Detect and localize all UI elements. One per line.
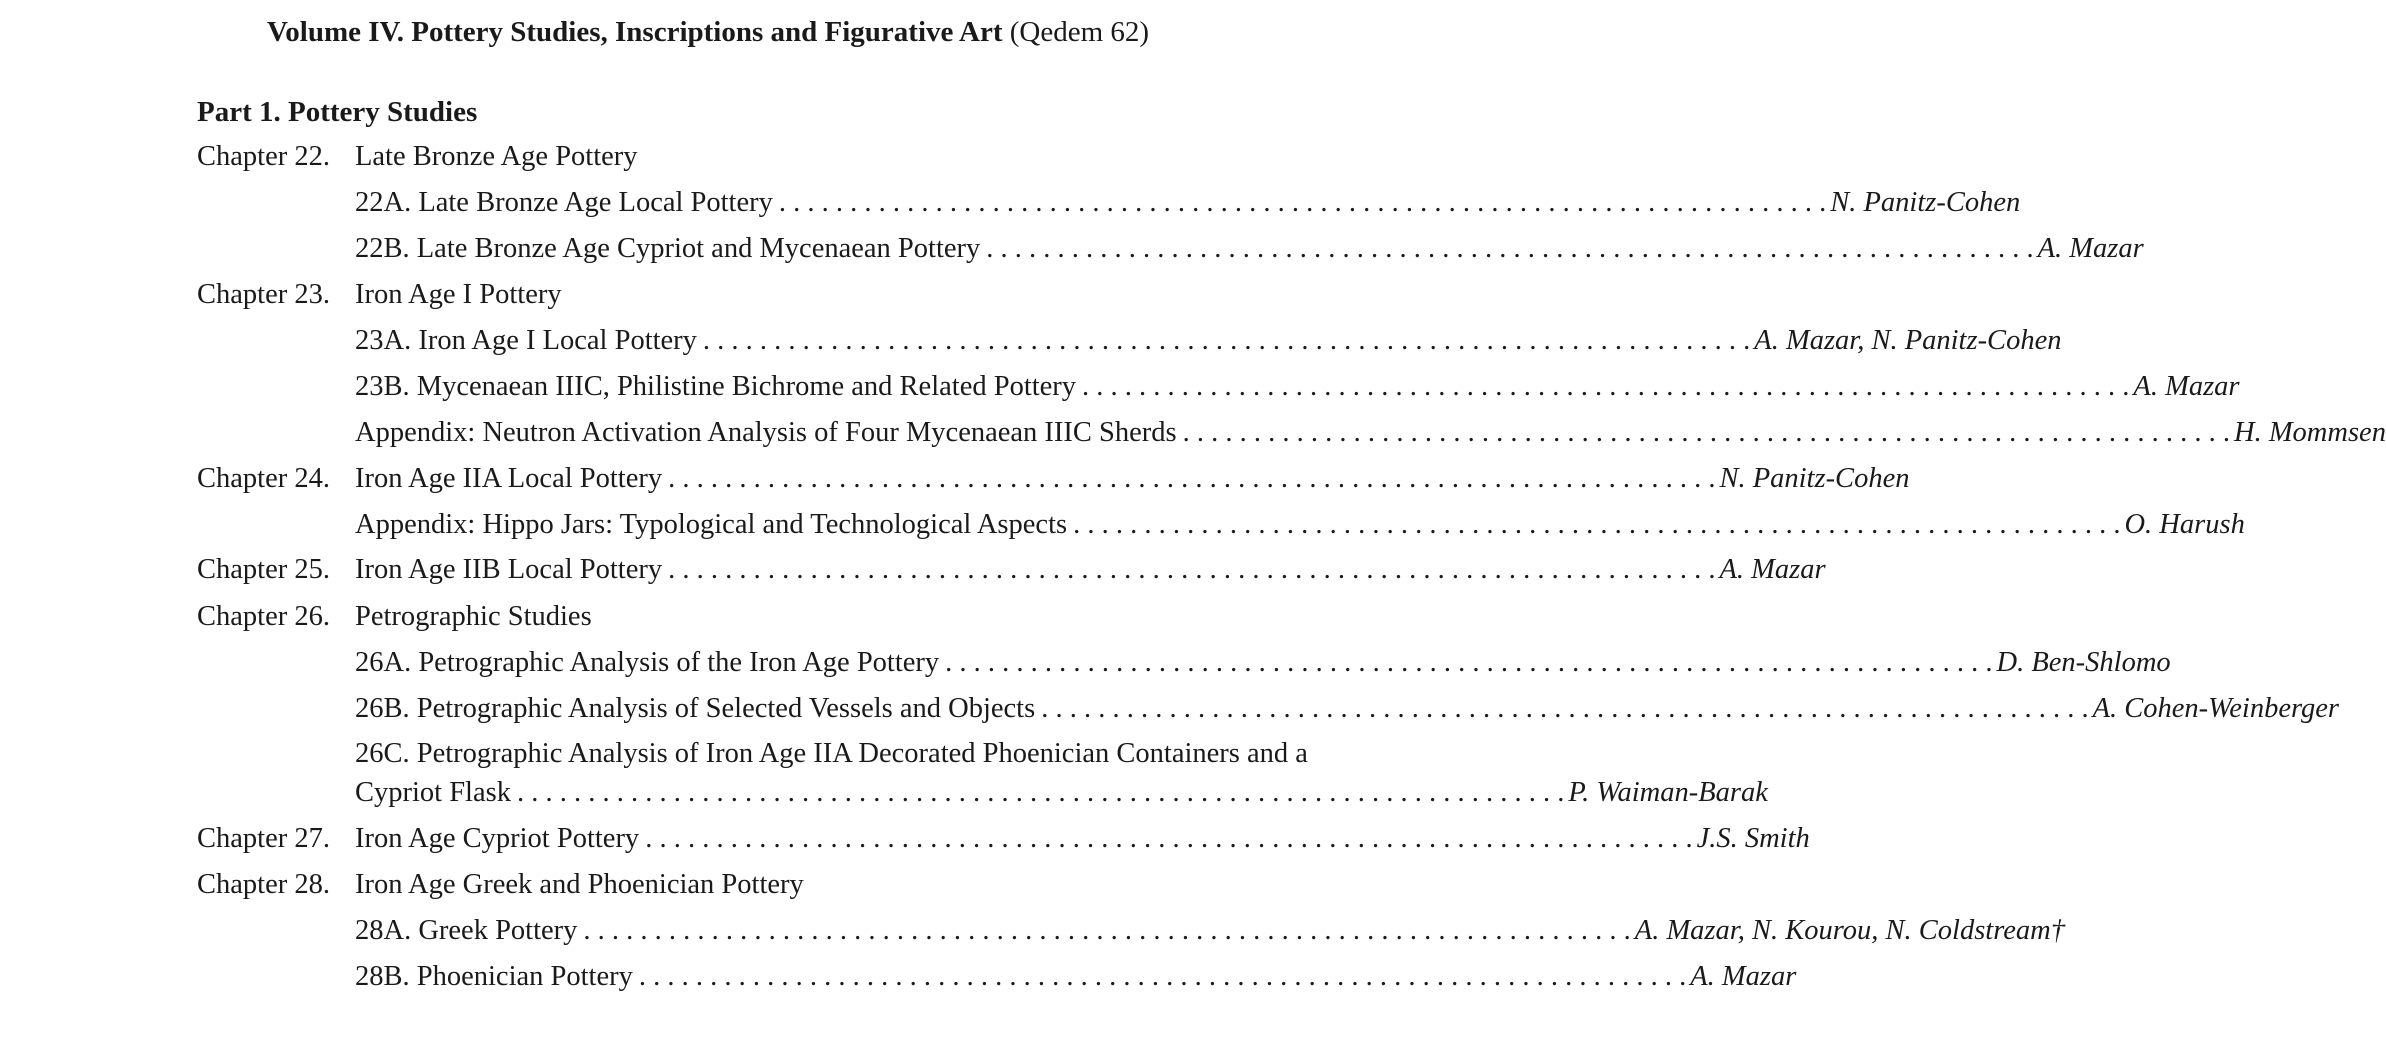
toc-entry-27 <box>355 819 1810 859</box>
entry-author: N. Panitz-Cohen <box>1719 463 1910 494</box>
entry-title: Iron Age Cypriot Pottery <box>355 823 640 854</box>
chapter-23-label: Chapter 23. <box>197 279 330 310</box>
entry-author: A. Mazar, N. Panitz-Cohen <box>1754 325 2062 356</box>
chapter-22-label: Chapter 22. <box>197 141 330 172</box>
part-title: Part 1. Pottery Studies <box>197 96 478 128</box>
dot-leader: . . . . . . . . . . . . . . . . . . . . . . . . . . . . . . . . . . . . . . . . . . . . . . . . . . . . . . . . . . . . . . . . . . . . . . . . . . <box>1073 509 2121 540</box>
chapter-24-label: Chapter 24. <box>197 463 330 494</box>
dot-leader: . . . . . . . . . . . . . . . . . . . . . . . . . . . . . . . . . . . . . . . . . . . . . . . . . . . . . . . . . . . . . . . . . . . . . . . . . . <box>638 961 1687 992</box>
toc-entry-26c-line1: 26C. Petrographic Analysis of Iron Age IIA Decorated Phoenician Containers and a <box>355 738 1308 769</box>
chapter-26-title: Petrographic Studies <box>355 601 592 632</box>
entry-title: 28B. Phoenician Pottery <box>355 961 633 992</box>
dot-leader: . . . . . . . . . . . . . . . . . . . . . . . . . . . . . . . . . . . . . . . . . . . . . . . . . . . . . . . . . . . . . . . . . . . . . . . . . . <box>668 463 1716 494</box>
dot-leader: . . . . . . . . . . . . . . . . . . . . . . . . . . . . . . . . . . . . . . . . . . . . . . . . . . . . . . . . . . . . . . . . . . . . . . . . . . <box>945 647 1993 678</box>
dot-leader: . . . . . . . . . . . . . . . . . . . . . . . . . . . . . . . . . . . . . . . . . . . . . . . . . . . . . . . . . . . . . . . . . . . . . . . . . . <box>778 187 1827 218</box>
chapter-25-label: Chapter 25. <box>197 554 330 585</box>
entry-author: O. Harush <box>2124 509 2245 540</box>
entry-author: H. Mommsen <box>2233 417 2386 448</box>
chapter-23-title: Iron Age I Pottery <box>355 279 562 310</box>
toc-entry-23a <box>355 321 2062 361</box>
chapter-27-label: Chapter 27. <box>197 823 330 854</box>
toc-entry-22b <box>355 229 2144 269</box>
toc-entry-26b <box>355 689 2339 729</box>
entry-title: Appendix: Hippo Jars: Typological and Technological Aspects <box>355 509 1068 540</box>
entry-author: D. Ben-Shlomo <box>1996 647 2171 678</box>
chapter-22-title: Late Bronze Age Pottery <box>355 141 638 172</box>
volume-title-main: Volume IV. Pottery Studies, Inscriptions and Figurative Art <box>267 16 1003 48</box>
toc-entry-26a <box>355 643 2171 683</box>
dot-leader: . . . . . . . . . . . . . . . . . . . . . . . . . . . . . . . . . . . . . . . . . . . . . . . . . . . . . . . . . . . . . . . . . . . . . . . . . . <box>583 915 1631 946</box>
entry-title: 26B. Petrographic Analysis of Selected Vessels and Objects <box>355 693 1036 724</box>
entry-title: 28A. Greek Pottery <box>355 915 578 946</box>
toc-entry-28b <box>355 957 1797 997</box>
entry-title: 22A. Late Bronze Age Local Pottery <box>355 187 773 218</box>
toc-entry-23b <box>355 367 2240 407</box>
dot-leader: . . . . . . . . . . . . . . . . . . . . . . . . . . . . . . . . . . . . . . . . . . . . . . . . . . . . . . . . . . . . . . . . . . . . . . . . . . <box>645 823 1693 854</box>
entry-author: A. Mazar <box>2133 371 2240 402</box>
volume-title <box>267 12 1149 52</box>
chapter-28-title: Iron Age Greek and Phoenician Pottery <box>355 869 804 900</box>
volume-title-series: (Qedem 62) <box>1002 16 1150 48</box>
dot-leader: . . . . . . . . . . . . . . . . . . . . . . . . . . . . . . . . . . . . . . . . . . . . . . . . . . . . . . . . . . . . . . . . . . . . . . . . . . <box>516 777 1565 808</box>
toc-entry-26c <box>355 773 1768 813</box>
dot-leader: . . . . . . . . . . . . . . . . . . . . . . . . . . . . . . . . . . . . . . . . . . . . . . . . . . . . . . . . . . . . . . . . . . . . . . . . . . <box>1041 693 2089 724</box>
dot-leader: . . . . . . . . . . . . . . . . . . . . . . . . . . . . . . . . . . . . . . . . . . . . . . . . . . . . . . . . . . . . . . . . . . . . . . . . . . <box>1082 371 2130 402</box>
entry-author: J.S. Smith <box>1696 823 1810 854</box>
entry-title: 23B. Mycenaean IIIC, Philistine Bichrome and Related Pottery <box>355 371 1077 402</box>
chapter-28-label: Chapter 28. <box>197 869 330 900</box>
dot-leader: . . . . . . . . . . . . . . . . . . . . . . . . . . . . . . . . . . . . . . . . . . . . . . . . . . . . . . . . . . . . . . . . . . . . . . . . . . <box>986 233 2034 264</box>
toc-entry-22a <box>355 183 2021 223</box>
dot-leader: . . . . . . . . . . . . . . . . . . . . . . . . . . . . . . . . . . . . . . . . . . . . . . . . . . . . . . . . . . . . . . . . . . . . . . . . . . <box>668 554 1716 585</box>
dot-leader: . . . . . . . . . . . . . . . . . . . . . . . . . . . . . . . . . . . . . . . . . . . . . . . . . . . . . . . . . . . . . . . . . . . . . . . . . . <box>1182 417 2230 448</box>
toc-entry-23-appendix <box>355 413 2386 453</box>
entry-author: A. Mazar, N. Kourou, N. Coldstream† <box>1634 915 2065 946</box>
entry-title: Appendix: Neutron Activation Analysis of Four Mycenaean IIIC Sherds <box>355 417 1177 448</box>
toc-entry-28a <box>355 911 2065 951</box>
entry-author: A. Cohen-Weinberger <box>2092 693 2339 724</box>
toc-entry-24-appendix <box>355 505 2245 545</box>
entry-title: Iron Age IIB Local Pottery <box>355 554 663 585</box>
entry-author: A. Mazar <box>1690 961 1797 992</box>
chapter-26-label: Chapter 26. <box>197 601 330 632</box>
entry-title: Cypriot Flask <box>355 777 511 808</box>
entry-author: N. Panitz-Cohen <box>1830 187 2021 218</box>
entry-title: 22B. Late Bronze Age Cypriot and Mycenaean Pottery <box>355 233 981 264</box>
entry-title: Iron Age IIA Local Pottery <box>355 463 663 494</box>
entry-author: A. Mazar <box>2037 233 2144 264</box>
toc-entry-24 <box>355 459 1910 499</box>
entry-author: P. Waiman-Barak <box>1568 777 1768 808</box>
dot-leader: . . . . . . . . . . . . . . . . . . . . . . . . . . . . . . . . . . . . . . . . . . . . . . . . . . . . . . . . . . . . . . . . . . . . . . . . . . <box>702 325 1751 356</box>
entry-title: 26A. Petrographic Analysis of the Iron Age Pottery <box>355 647 940 678</box>
toc-entry-25 <box>355 550 1826 590</box>
entry-title: 23A. Iron Age I Local Pottery <box>355 325 697 356</box>
entry-author: A. Mazar <box>1719 554 1826 585</box>
